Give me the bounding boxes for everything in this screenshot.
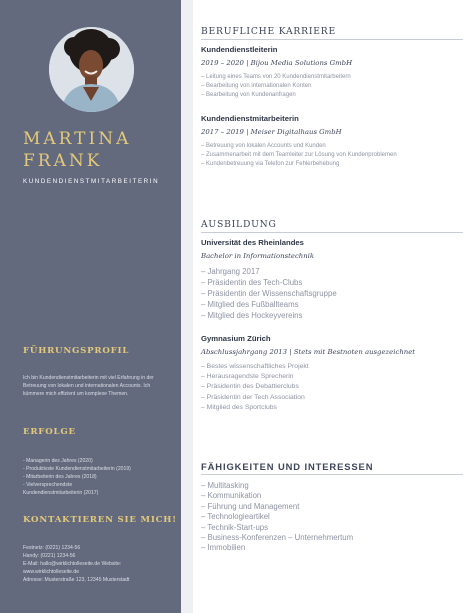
skills-list — [201, 481, 463, 554]
school-name: Universität des Rheinlandes — [201, 238, 304, 247]
school-subtitle: Abschlussjahrgang 2013 | Stets mit Bestnoten ausgezeichnet — [201, 348, 416, 356]
list-item: - Managerin des Jahres (2020) — [23, 458, 93, 464]
list-item: – Kommunikation — [201, 491, 262, 501]
job-title: Kundendienstmitarbeiterin — [201, 114, 299, 123]
list-item: - Mitarbeiterin des Jahres (2018) — [23, 474, 97, 481]
list-item: – Technik-Start-ups — [201, 522, 269, 532]
job-subtitle: 2019 – 2020 | Bijou Media Solutions GmbH — [201, 59, 353, 67]
list-item: - Vielversprechendste — [23, 482, 73, 489]
list-item: – Technologieartikel — [201, 512, 270, 522]
column-separator — [181, 0, 193, 613]
list-item: Kundendienstmitarbeiterin (2017) — [23, 490, 99, 497]
list-item: – Multitasking — [201, 481, 249, 490]
job-title: Kundendienstleiterin — [201, 45, 278, 54]
school-name: Gymnasium Zürich — [201, 334, 271, 343]
website-text: www.wirklichtolleseite.de — [23, 569, 80, 576]
mobile-text: Handy: (0221) 1234-56 — [23, 553, 76, 560]
divider — [201, 232, 463, 233]
job-bullets — [201, 73, 463, 100]
list-item: – Immobilien — [201, 543, 246, 553]
achievements-list — [23, 457, 173, 497]
list-item: – Mitglied des Fußballteams — [201, 300, 299, 310]
list-item: – Bearbeitung von internationalen Konten — [201, 82, 312, 89]
phone-text: Festnetz: (0221) 1234-56 — [23, 545, 81, 551]
email-text: E-Mail: hallo@wirklichtolleseite.de Website: — [23, 561, 122, 568]
sidebar — [0, 0, 181, 613]
list-item: – Präsidentin des Debattierclubs — [201, 383, 299, 391]
list-item: – Bearbeitung von Kundenanfragen — [201, 91, 296, 98]
list-item: – Mitglied des Hockeyvereins — [201, 311, 303, 321]
list-item: – Herausragendste Sprecherin — [201, 373, 294, 381]
school-subtitle: Bachelor in Informationstechnik — [201, 252, 315, 260]
contact-list — [23, 544, 173, 584]
first-name: MARTINA — [23, 129, 132, 149]
education-heading: AUSBILDUNG — [201, 219, 277, 230]
list-item: – Betreuung von lokalen Accounts und Kunden — [201, 143, 326, 149]
list-item: – Präsidentin des Tech-Clubs — [201, 278, 303, 288]
main-content — [201, 0, 463, 613]
list-item: – Zusammenarbeit mit dem Teamleiter zur Lösung von Kundenproblemen — [201, 151, 397, 158]
list-item: – Business-Konferenzen – Unternehmertum — [201, 533, 354, 543]
list-item: – Führung und Management — [201, 501, 300, 511]
contact-heading: KONTAKTIEREN SIE MICH! — [23, 515, 177, 525]
job-bullets — [201, 142, 463, 169]
list-item: – Leitung eines Teams von 20 Kundendienstmitarbeitern — [201, 74, 351, 80]
achievements-heading: ERFOLGE — [23, 427, 76, 437]
address-text: Adresse: Musterstraße 123, 12345 Musterstadt — [23, 577, 130, 584]
list-item: – Präsidentin der Tech Association — [201, 393, 305, 401]
leadership-text: Ich bin Kundendienstmitarbeiterin mit viel Erfahrung in der Betreuung von lokalen und internationalen Accounts. Ich kümmere mich effizient um komplexe Themen. — [23, 375, 154, 397]
job-subtitle: 2017 – 2019 | Meiser Digitalhaus GmbH — [201, 128, 342, 136]
divider — [201, 474, 463, 475]
list-item: – Präsidentin der Wissenschaftsgruppe — [201, 289, 337, 299]
profile-photo — [49, 27, 134, 112]
leadership-heading: FÜHRUNGSPROFIL — [23, 346, 130, 356]
list-item: - Produktivste Kundendienstmitarbeiterin (2019) — [23, 466, 131, 473]
last-name: FRANK — [23, 151, 103, 171]
list-item: – Kundenbetreuung via Telefon zur Fehlerbehebung — [201, 160, 340, 167]
divider — [201, 39, 463, 40]
school-bullets — [201, 266, 463, 321]
list-item: – Bestes wissenschaftliches Projekt — [201, 363, 309, 370]
list-item: – Mitglied des Sportclubs — [201, 403, 277, 411]
job-role: KUNDENDIENSTMITARBEITERIN — [23, 178, 160, 185]
skills-heading: FÄHIGKEITEN UND INTERESSEN — [201, 461, 374, 472]
list-item: – Jahrgang 2017 — [201, 267, 260, 276]
school-bullets — [201, 362, 463, 413]
career-heading: BERUFLICHE KARRIERE — [201, 26, 337, 37]
portrait-image — [49, 27, 134, 112]
